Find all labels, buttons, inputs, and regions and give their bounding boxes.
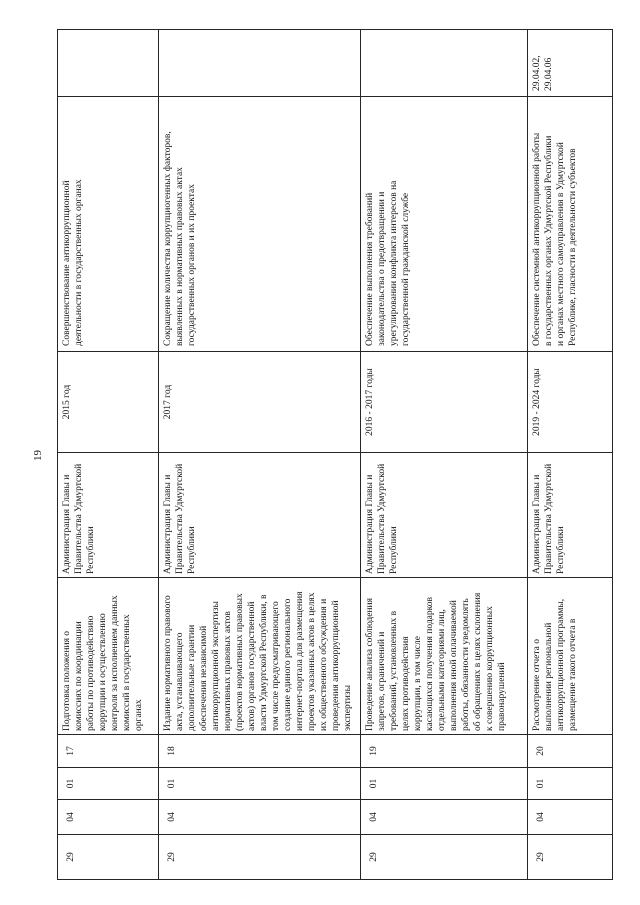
result-cell: Совершенствование антикоррупционной деятельности в государственных органах bbox=[58, 97, 159, 352]
table-row bbox=[528, 30, 613, 880]
responsible-cell: Администрация Главы и Правительства Удмуртской Республики bbox=[58, 453, 159, 578]
responsible-cell: Администрация Главы и Правительства Удмуртской Республики bbox=[159, 453, 361, 578]
rotated-table-frame bbox=[57, 30, 612, 880]
period-cell: 2017 год bbox=[159, 352, 361, 453]
table-row bbox=[159, 30, 361, 880]
program-activities-table bbox=[57, 29, 613, 880]
code-cell: 29 bbox=[528, 835, 613, 880]
code-cell: 04 bbox=[528, 800, 613, 835]
code-cell: 01 bbox=[58, 768, 159, 800]
code-cell: 19 bbox=[361, 735, 528, 768]
table-row bbox=[58, 30, 159, 880]
activity-name-cell: Подготовка положения о комиссиях по координации работы по противодействию коррупции и осуществлению контроля за исполнением данных комиссий в государственных органах bbox=[58, 578, 159, 735]
indicators-cell bbox=[58, 30, 159, 97]
code-cell: 29 bbox=[361, 835, 528, 880]
activity-name-cell: Проведение анализа соблюдения запретов, ограничений и требований, установленных в целях противодействия коррупции, в том числе касающихся получения подарков отдельными категориями лиц, выполнения иной оплачиваемой работы, обязанности уведомлять об обращениях в целях склонения к совершению коррупционных правонарушений bbox=[361, 578, 528, 735]
code-cell: 29 bbox=[159, 835, 361, 880]
indicators-cell: 29.04.02, 29.04.06 bbox=[528, 30, 613, 97]
code-cell: 29 bbox=[58, 835, 159, 880]
responsible-cell: Администрация Главы и Правительства Удмуртской Республики bbox=[361, 453, 528, 578]
result-cell: Обеспечение системной антикоррупционной работы в государственных органах Удмуртской Республики и органах местного самоуправления в Удмуртской Республике, гласности в деятельности субъектов bbox=[528, 97, 613, 352]
period-cell: 2016 - 2017 годы bbox=[361, 352, 528, 453]
code-cell: 04 bbox=[58, 800, 159, 835]
activity-name-cell: Рассмотрение отчета о выполнении региональной антикоррупционной программы, размещение такого отчета в bbox=[528, 578, 613, 735]
code-cell: 01 bbox=[159, 768, 361, 800]
code-cell: 18 bbox=[159, 735, 361, 768]
table-row bbox=[361, 30, 528, 880]
responsible-cell: Администрация Главы и Правительства Удмуртской Республики bbox=[528, 453, 613, 578]
period-cell: 2019 - 2024 годы bbox=[528, 352, 613, 453]
code-cell: 01 bbox=[528, 768, 613, 800]
indicators-cell bbox=[361, 30, 528, 97]
code-cell: 20 bbox=[528, 735, 613, 768]
page-number: 19 bbox=[32, 450, 44, 461]
code-cell: 01 bbox=[361, 768, 528, 800]
result-cell: Сокращение количества коррупциогенных факторов, выявленных в нормативных правовых актах государственных органов и их проектах bbox=[159, 97, 361, 352]
code-cell: 04 bbox=[361, 800, 528, 835]
period-cell: 2015 год bbox=[58, 352, 159, 453]
result-cell: Обеспечение выполнения требований законодательства о предотвращении и урегулировании конфликта интересов на государственной гражданской службе bbox=[361, 97, 528, 352]
activity-name-cell: Издание нормативного правового акта, устанавливающего дополнительные гарантии обеспечения независимой антикоррупционной экспертизы нормативных правовых актов (проектов нормативных правовых актов) органов государственной власти Удмуртской Республики, в том числе предусматривающего создание единого регионального интернет-портала для размещения проектов указанных актов в целях их общественного обсуждения и проведения антикоррупционной экспертизы bbox=[159, 578, 361, 735]
indicators-cell bbox=[159, 30, 361, 97]
code-cell: 17 bbox=[58, 735, 159, 768]
code-cell: 04 bbox=[159, 800, 361, 835]
